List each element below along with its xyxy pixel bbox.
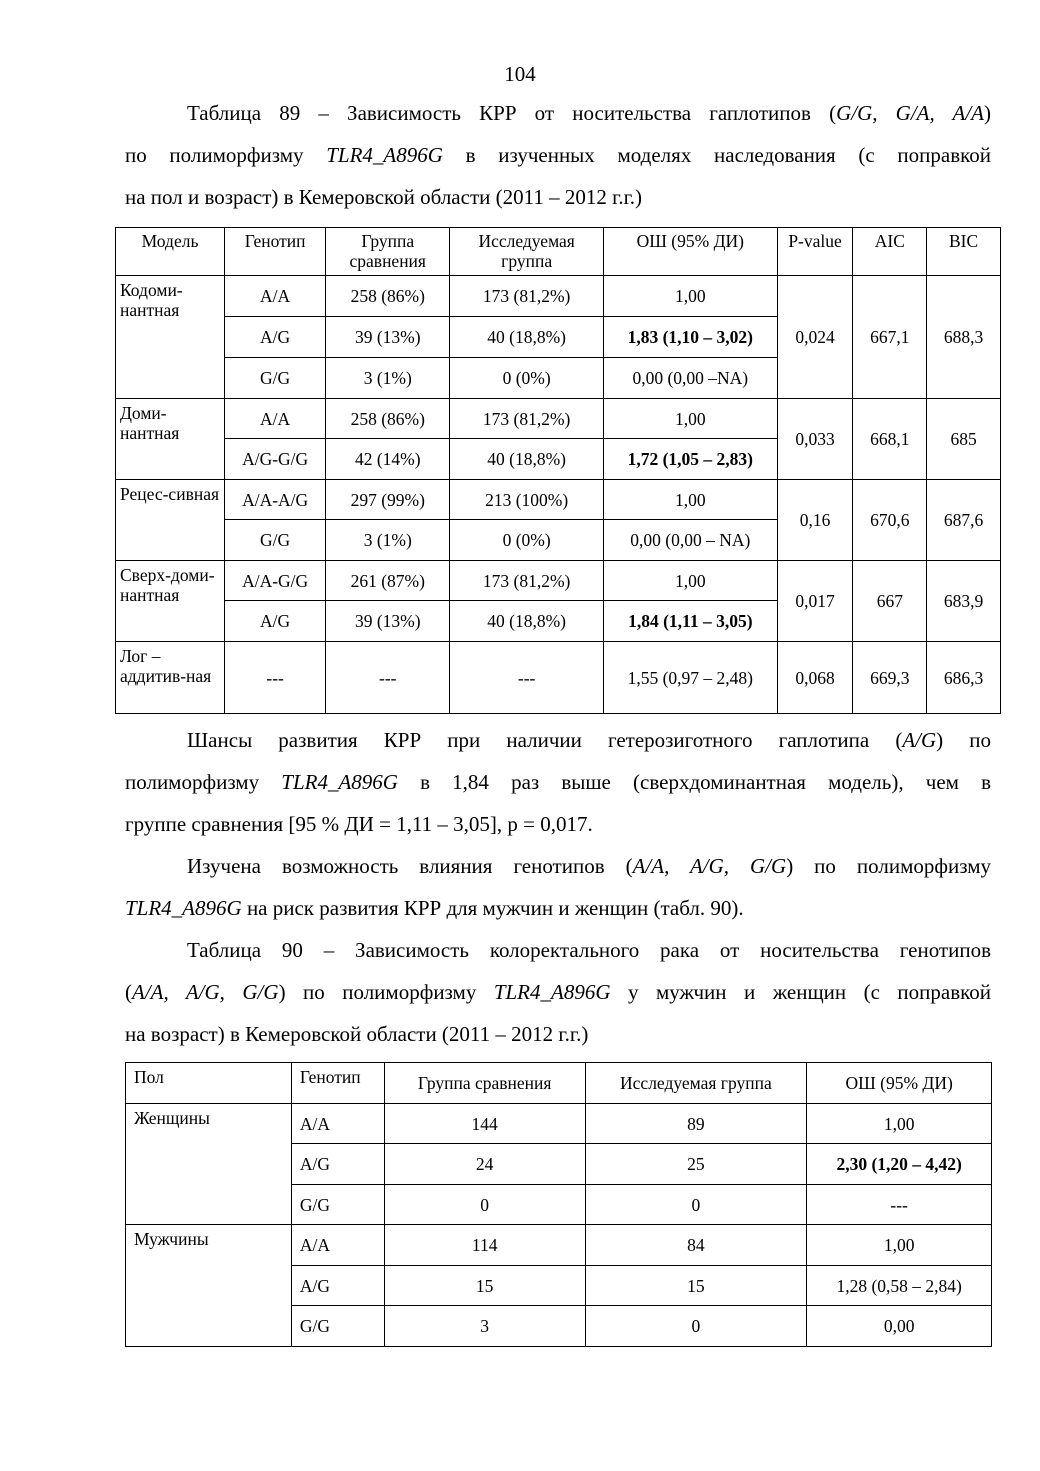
study-cell: 173 (81,2%) — [450, 276, 604, 317]
study-cell: --- — [450, 642, 604, 714]
control-cell: 258 (86%) — [326, 399, 450, 439]
genotype-cell: A/A — [225, 399, 326, 439]
header-or: ОШ (95% ДИ) — [603, 228, 777, 276]
control-cell: 39 (13%) — [326, 601, 450, 642]
bic-cell: 683,9 — [927, 561, 1001, 642]
sex-cell: Женщины — [126, 1104, 292, 1225]
p-cell: 0,033 — [777, 399, 853, 480]
p-cell: 0,068 — [777, 642, 853, 714]
genotype-cell: A/G — [225, 317, 326, 358]
caption-italic: TLR4_A896G — [493, 980, 611, 1004]
aic-cell: 670,6 — [853, 480, 927, 561]
or-cell: 1,84 (1,11 – 3,05) — [603, 601, 777, 642]
study-cell: 89 — [585, 1104, 807, 1144]
study-cell: 173 (81,2%) — [450, 399, 604, 439]
caption-italic: TLR4_A896G — [326, 143, 443, 167]
table-90-caption — [125, 929, 991, 1055]
caption-line: Таблица 90 – Зависимость колоректального рака от носительства генотипов — [187, 938, 991, 962]
genotype-cell: A/A — [291, 1225, 384, 1266]
study-cell: 0 — [585, 1306, 807, 1347]
caption-italic: A/A, A/G, G/G — [132, 980, 279, 1004]
caption-line — [125, 134, 991, 176]
caption-text: ) — [984, 101, 992, 125]
bic-cell: 685 — [927, 399, 1001, 480]
caption-line — [125, 92, 991, 134]
table-row — [116, 561, 1001, 601]
model-cell: Кодоми-нантная — [116, 276, 225, 399]
study-cell: 25 — [585, 1144, 807, 1185]
study-cell: 0 — [585, 1185, 807, 1225]
caption-line: на пол и возраст) в Кемеровской области (2011 – 2012 г.г.) — [125, 185, 643, 209]
p-cell: 0,16 — [777, 480, 853, 561]
genotype-cell: A/G-G/G — [225, 439, 326, 480]
caption-text: по полиморфизму — [125, 143, 327, 167]
genotype-cell: G/G — [225, 358, 326, 399]
paragraph-line — [125, 887, 991, 929]
genotype-cell: A/G — [291, 1266, 384, 1306]
control-cell: 114 — [384, 1225, 585, 1266]
control-cell: 3 (1%) — [326, 520, 450, 561]
genotype-cell: A/A-A/G — [225, 480, 326, 520]
genotype-cell: G/G — [225, 520, 326, 561]
paragraph-line — [125, 719, 991, 761]
caption-text: Таблица 89 – Зависимость КРР от носительства гаплотипов ( — [187, 101, 837, 125]
control-cell: 144 — [384, 1104, 585, 1144]
model-cell: Доми-нантная — [116, 399, 225, 480]
paragraph-line — [125, 845, 991, 887]
paragraph-italic: TLR4_A896G — [125, 896, 242, 920]
header-model: Модель — [116, 228, 225, 276]
study-cell: 173 (81,2%) — [450, 561, 604, 601]
header-genotype: Генотип — [225, 228, 326, 276]
or-cell: 0,00 (0,00 – NA) — [603, 520, 777, 561]
control-cell: 297 (99%) — [326, 480, 450, 520]
or-cell: 1,83 (1,10 – 3,02) — [603, 317, 777, 358]
paragraph-text: ) по полиморфизму — [786, 854, 991, 878]
caption-text: у мужчин и женщин (с поправкой — [610, 980, 991, 1004]
study-cell: 0 (0%) — [450, 520, 604, 561]
table-row — [116, 480, 1001, 520]
paragraph-text: Шансы развития КРР при наличии гетерозиготного гаплотипа ( — [187, 728, 903, 752]
or-cell: 2,30 (1,20 – 4,42) — [807, 1144, 992, 1185]
caption-italic: G/G, G/A, A/A — [836, 101, 985, 125]
caption-text: в изученных моделях наследования (с поправкой — [442, 143, 991, 167]
table-header-row — [116, 228, 1001, 276]
aic-cell: 667,1 — [853, 276, 927, 399]
control-cell: 3 (1%) — [326, 358, 450, 399]
table-row — [126, 1104, 992, 1144]
paragraph-text: ) по — [936, 728, 991, 752]
paragraph-line — [125, 761, 991, 803]
table-row — [116, 399, 1001, 439]
page-number: 104 — [504, 62, 536, 86]
or-cell: 0,00 — [807, 1306, 992, 1347]
control-cell: 258 (86%) — [326, 276, 450, 317]
genotype-cell: A/A-G/G — [225, 561, 326, 601]
paragraph-genotypes — [125, 845, 991, 929]
or-cell: 1,00 — [603, 561, 777, 601]
aic-cell: 667 — [853, 561, 927, 642]
model-cell: Рецес-сивная — [116, 480, 225, 561]
control-cell: 39 (13%) — [326, 317, 450, 358]
paragraph-text: Изучена возможность влияния генотипов ( — [187, 854, 633, 878]
sex-cell: Мужчины — [126, 1225, 292, 1347]
bic-cell: 686,3 — [927, 642, 1001, 714]
header-p: P-value — [777, 228, 853, 276]
caption-line — [125, 971, 991, 1013]
study-cell: 15 — [585, 1266, 807, 1306]
paragraph-italic: TLR4_A896G — [281, 770, 398, 794]
table-90 — [125, 1062, 992, 1347]
study-cell: 40 (18,8%) — [450, 439, 604, 480]
study-cell: 84 — [585, 1225, 807, 1266]
control-cell: 24 — [384, 1144, 585, 1185]
paragraph-text: полиморфизму — [125, 770, 282, 794]
genotype-cell: A/A — [225, 276, 326, 317]
or-cell: 1,00 — [603, 276, 777, 317]
control-cell: --- — [326, 642, 450, 714]
header-control: Группа сравнения — [384, 1063, 585, 1104]
table-row — [116, 642, 1001, 714]
model-cell: Лог – аддитив-ная — [116, 642, 225, 714]
model-cell: Сверх-доми-нантная — [116, 561, 225, 642]
study-cell: 0 (0%) — [450, 358, 604, 399]
table-row — [116, 276, 1001, 317]
control-cell: 3 — [384, 1306, 585, 1347]
or-cell: 1,72 (1,05 – 2,83) — [603, 439, 777, 480]
or-cell: --- — [807, 1185, 992, 1225]
or-cell: 1,28 (0,58 – 2,84) — [807, 1266, 992, 1306]
study-cell: 213 (100%) — [450, 480, 604, 520]
paragraph-odds — [125, 719, 991, 845]
header-sex: Пол — [126, 1063, 292, 1104]
or-cell: 1,55 (0,97 – 2,48) — [603, 642, 777, 714]
or-cell: 1,00 — [603, 399, 777, 439]
paragraph-line: группе сравнения [95 % ДИ = 1,11 – 3,05], p = 0,017. — [125, 812, 593, 836]
header-study: Исследуемая группа — [585, 1063, 807, 1104]
control-cell: 15 — [384, 1266, 585, 1306]
caption-text: ) по полиморфизму — [278, 980, 494, 1004]
header-aic: AIC — [853, 228, 927, 276]
paragraph-text: в 1,84 раз выше (сверхдоминантная модель), чем в — [397, 770, 991, 794]
genotype-cell: A/G — [225, 601, 326, 642]
study-cell: 40 (18,8%) — [450, 601, 604, 642]
control-cell: 0 — [384, 1185, 585, 1225]
table-row — [126, 1225, 992, 1266]
table-header-row — [126, 1063, 992, 1104]
bic-cell: 687,6 — [927, 480, 1001, 561]
control-cell: 42 (14%) — [326, 439, 450, 480]
paragraph-italic: A/A, A/G, G/G — [632, 854, 787, 878]
caption-line: на возраст) в Кемеровской области (2011 – 2012 г.г.) — [125, 1022, 589, 1046]
genotype-cell: G/G — [291, 1306, 384, 1347]
or-cell: 0,00 (0,00 –NA) — [603, 358, 777, 399]
p-cell: 0,017 — [777, 561, 853, 642]
p-cell: 0,024 — [777, 276, 853, 399]
header-genotype: Генотип — [291, 1063, 384, 1104]
header-bic: BIC — [927, 228, 1001, 276]
genotype-cell: G/G — [291, 1185, 384, 1225]
genotype-cell: A/A — [291, 1104, 384, 1144]
table-89 — [115, 227, 1001, 714]
header-study: Исследуемая группа — [450, 228, 604, 276]
or-cell: 1,00 — [807, 1104, 992, 1144]
header-or: ОШ (95% ДИ) — [807, 1063, 992, 1104]
genotype-cell: --- — [225, 642, 326, 714]
header-control: Группа сравнения — [326, 228, 450, 276]
study-cell: 40 (18,8%) — [450, 317, 604, 358]
genotype-cell: A/G — [291, 1144, 384, 1185]
bic-cell: 688,3 — [927, 276, 1001, 399]
paragraph-text: на риск развития КРР для мужчин и женщин (табл. 90). — [241, 896, 744, 920]
caption-text: ( — [125, 980, 132, 1004]
or-cell: 1,00 — [603, 480, 777, 520]
table-89-caption — [125, 92, 991, 218]
paragraph-italic: A/G — [902, 728, 937, 752]
aic-cell: 668,1 — [853, 399, 927, 480]
aic-cell: 669,3 — [853, 642, 927, 714]
control-cell: 261 (87%) — [326, 561, 450, 601]
or-cell: 1,00 — [807, 1225, 992, 1266]
